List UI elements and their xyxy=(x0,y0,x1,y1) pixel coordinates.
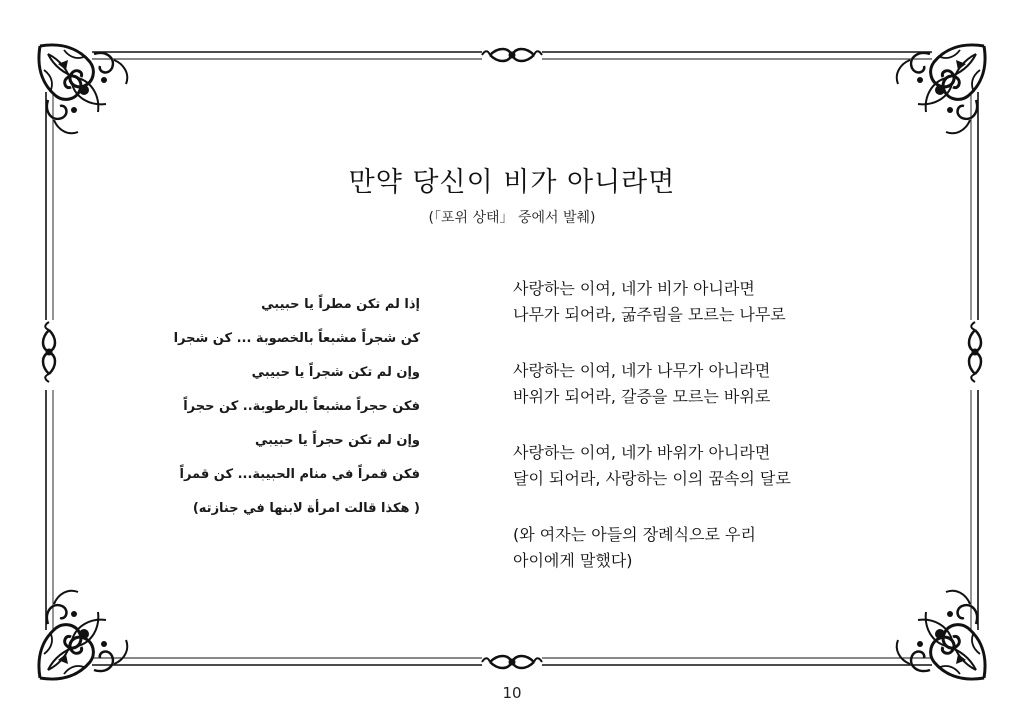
arabic-line: إذا لم تكن مطراً يا حبيبي xyxy=(261,297,420,312)
arabic-line: فكن قمراً في منام الحبيبة... كن قمراً xyxy=(179,467,420,482)
page-number: 10 xyxy=(502,684,522,702)
arabic-line: فكن حجراً مشبعاً بالرطوبة.. كن حجراً xyxy=(183,399,420,414)
corner-top-right xyxy=(897,45,985,133)
arabic-line: وإن لم تكن حجراً يا حبيبي xyxy=(255,433,420,448)
poem-line: 아이에게 말했다) xyxy=(513,551,633,570)
korean-poem xyxy=(513,276,913,604)
poem-line: 사랑하는 이여, 네가 바위가 아니라면 xyxy=(513,443,771,462)
page-title: 만약 당신이 비가 아니라면 xyxy=(348,167,676,198)
arabic-line: ( هكذا قالت امرأة لابنها في جنازته) xyxy=(192,501,420,516)
stanza-2 xyxy=(513,358,913,410)
poem-line: 사랑하는 이여, 네가 비가 아니라면 xyxy=(513,279,755,298)
stanza-4 xyxy=(513,522,913,574)
stanza-1 xyxy=(513,276,913,328)
poem-line: 달이 되어라, 사랑하는 이의 꿈속의 달로 xyxy=(513,469,791,488)
arabic-line: كن شجراً مشبعاً بالخصوبة ... كن شجرا xyxy=(173,331,420,346)
poem-line: 나무가 되어라, 굶주림을 모르는 나무로 xyxy=(513,305,786,324)
arabic-line: وإن لم تكن شجراً يا حبيبي xyxy=(251,365,420,380)
poem-line: (와 여자는 아들의 장례식으로 우리 xyxy=(513,525,756,544)
poem-line: 사랑하는 이여, 네가 나무가 아니라면 xyxy=(513,361,771,380)
arabic-poem xyxy=(150,293,420,531)
page-subtitle: (「포위 상태」 중에서 발췌) xyxy=(428,210,596,226)
corner-top-left xyxy=(39,45,127,133)
poem-line: 바위가 되어라, 갈증을 모르는 바위로 xyxy=(513,387,771,406)
stanza-3 xyxy=(513,440,913,492)
